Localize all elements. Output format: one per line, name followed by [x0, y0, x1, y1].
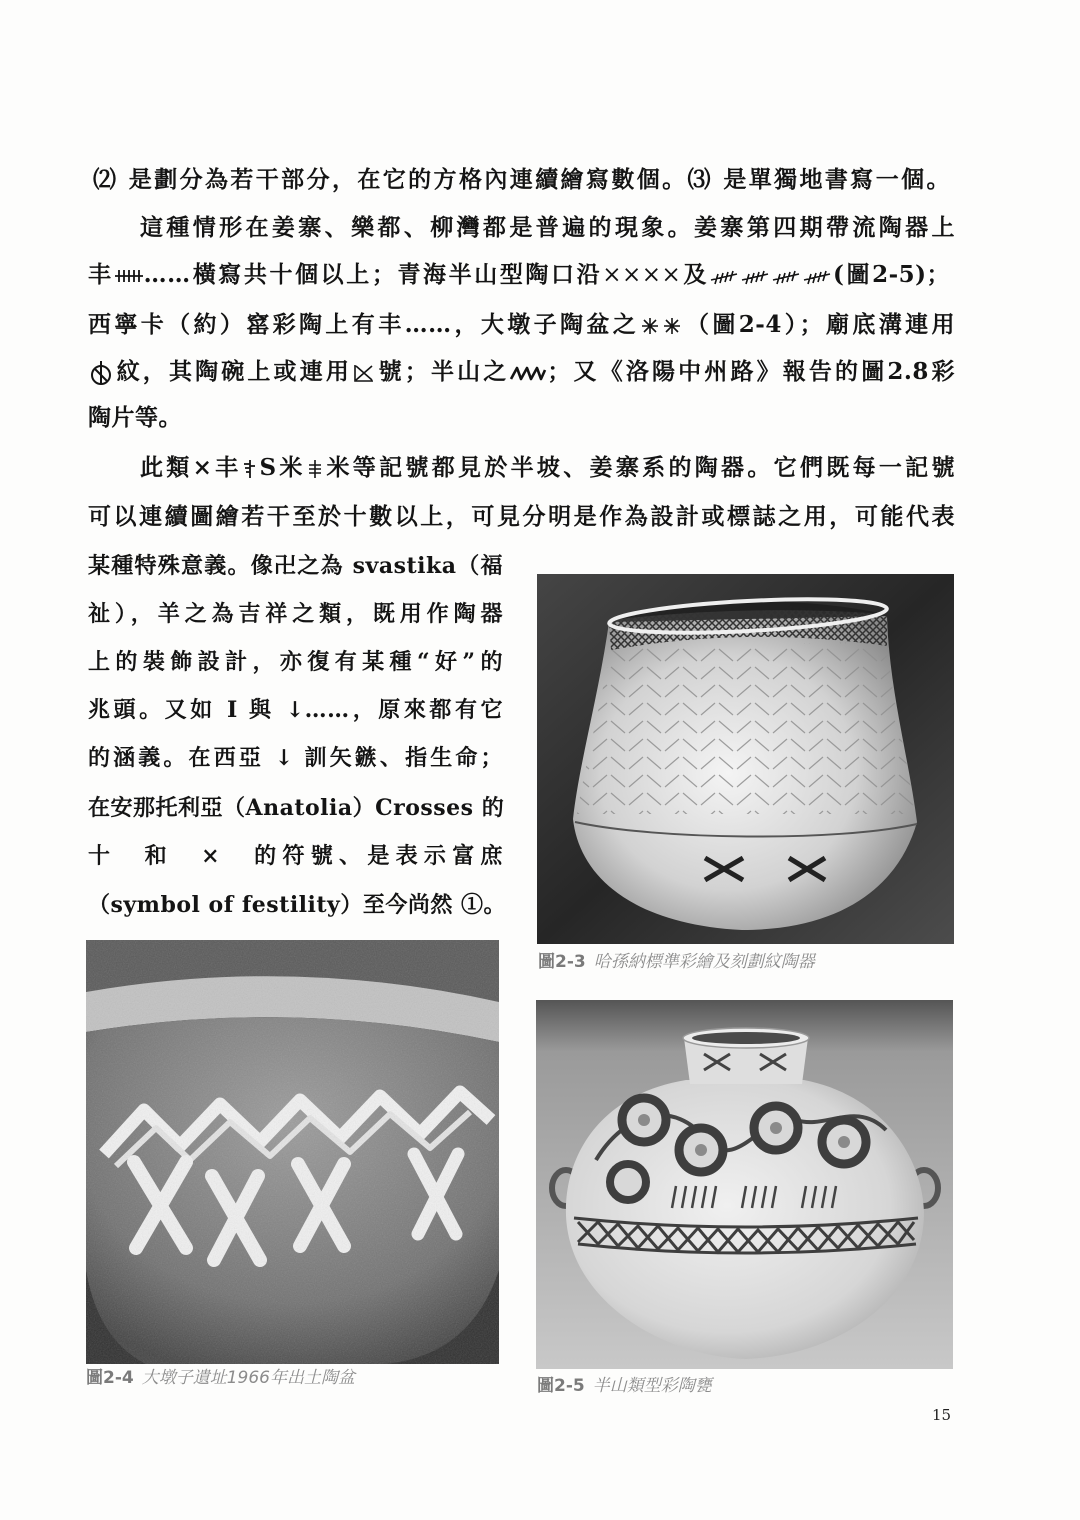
body-line-1	[93, 163, 950, 197]
body-text: ……橫寫共十個以上；青海半山型陶口沿	[143, 261, 603, 288]
body-text: 在安那托利亞（Anatolia）Crosses 的	[88, 795, 505, 821]
sun-cross-icon	[88, 360, 114, 386]
wave-zigzag-icon	[509, 362, 547, 384]
circle-motif-center	[838, 1136, 850, 1148]
body-text: 丰	[88, 261, 114, 288]
body-text: 及	[681, 261, 710, 288]
figure-2-3-photo	[537, 574, 954, 944]
asterisk-mark-icon	[661, 315, 683, 337]
body-text: 的涵義。在西亞 ↓ 訓矢鏃、指生命；	[88, 745, 503, 771]
body-line-2	[140, 211, 955, 245]
body-text: 十 和 × 的符號、是表示富庶	[88, 843, 503, 869]
figure-2-5-photo	[536, 1000, 953, 1369]
body-line-4	[88, 308, 955, 342]
body-text: 這種情形在姜寨、樂都、柳灣都是普遍的現象。姜寨第四期帶流陶器上	[140, 214, 955, 241]
column-line-6	[88, 791, 503, 825]
fishbone-pattern-icon	[709, 265, 833, 287]
herringbone-incisions	[577, 642, 915, 814]
body-text: 祉），羊之為吉祥之類，既用作陶器	[88, 601, 503, 627]
body-text: 米等記號都見於半坡、姜寨系的陶器。它們既每一記號	[323, 454, 955, 481]
body-text: 西寧卡（約）窰彩陶上有丰……，大墩子陶盆之	[88, 311, 640, 338]
circle-motif	[610, 1164, 646, 1200]
figure-title: 哈孫納標準彩繪及刻劃紋陶器	[593, 952, 815, 972]
column-line-5	[88, 741, 503, 775]
body-text: (圖2-5)；	[833, 261, 951, 288]
body-line-8	[88, 500, 955, 534]
body-text: 此類×丰	[140, 454, 242, 481]
figure-label: 圖2-3	[538, 952, 586, 972]
body-text: ⑵ 是劃分為若干部分，在它的方格內連續繪寫數個。⑶ 是單獨地書寫一個。	[93, 166, 950, 193]
figure-label: 圖2-5	[537, 1376, 585, 1396]
figure-title: 大墩子遺址1966年出土陶盆	[141, 1368, 355, 1388]
column-line-3	[88, 645, 503, 679]
column-line-4	[88, 693, 503, 727]
body-text: 可以連續圖繪若干至於十數以上，可見分明是作為設計或標誌之用，可能代表	[88, 503, 955, 530]
column-line-7	[88, 839, 503, 873]
figure-2-3-caption	[538, 950, 815, 974]
body-text: 某種特殊意義。像卍之為 svastika（福	[88, 553, 503, 579]
page-number: 15	[932, 1406, 952, 1424]
body-line-3	[88, 258, 950, 292]
body-text: 陶片等。	[88, 404, 182, 431]
body-text: 號；半山之	[376, 358, 510, 385]
body-text: 紋，其陶碗上或連用	[114, 358, 352, 385]
jar-opening	[692, 1032, 800, 1044]
body-text: S米	[259, 454, 306, 481]
scan-grain	[86, 940, 499, 1364]
ladder-mark-icon	[241, 458, 259, 480]
body-text: （symbol of festility）至今尚然 ①。	[88, 892, 507, 918]
body-text: 上的裝飾設計，亦復有某種“好”的	[88, 649, 503, 675]
column-line-2	[88, 597, 503, 631]
body-line-6	[88, 401, 288, 435]
body-line-5	[88, 355, 955, 389]
body-text: （圖2-4）；廟底溝連用	[683, 311, 955, 338]
figure-2-5-caption	[537, 1374, 712, 1398]
body-text: ；又《洛陽中州路》報告的圖2.8彩	[547, 358, 956, 385]
column-line-1	[88, 549, 503, 583]
figure-2-4-caption	[86, 1366, 355, 1390]
figure-2-4-photo	[86, 940, 499, 1364]
figure-label: 圖2-4	[86, 1368, 134, 1388]
circle-motif-center	[770, 1122, 782, 1134]
asterisk-mark-icon	[639, 315, 661, 337]
crossed-box-icon	[352, 362, 376, 384]
comb-cross-mark-icon	[306, 458, 324, 480]
figure-title: 半山類型彩陶甕	[592, 1376, 712, 1396]
cross-marks-text: ××××	[602, 262, 682, 288]
body-text: 兆頭。又如 I 與 ↓……，原來都有它	[88, 697, 503, 723]
column-line-8	[88, 888, 507, 922]
circle-motif-center	[638, 1114, 650, 1126]
body-line-7	[140, 451, 955, 485]
circle-motif-center	[695, 1144, 707, 1156]
comb-marks-icon	[114, 265, 144, 287]
